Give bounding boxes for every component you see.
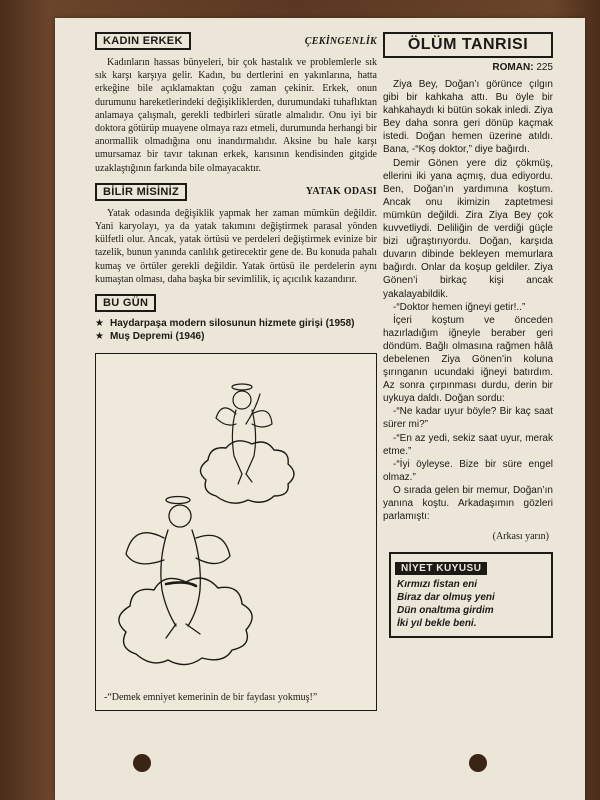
story-paragraph: -“İyi öyleyse. Bize bir süre engel olmaz.” bbox=[383, 458, 553, 483]
right-column bbox=[383, 32, 553, 638]
upper-angel bbox=[216, 384, 272, 484]
continued-note: (Arkası yarın) bbox=[492, 531, 549, 543]
story-title: ÖLÜM TANRISI bbox=[383, 32, 553, 58]
niyet-kuyusu-box bbox=[389, 552, 553, 638]
story-paragraph: Demir Gönen yere diz çökmüş, ellerini iki yana açmış, dua ediyordu. Ben, Doğan’ın yardımına koştum. Ancak onu ikimizin zaptetmesi mümkün değildi. Zira Ziya Bey çok kuvvetliydi. Deliliğin de verdiği güçle bizi uğraştırıyordu. Doğan, karşıda duvarın dibinde bekleyen memurlara bağırdı. Onlar da koşup geldiler. Ziya Gönen’i birkaç kişi ancak yakalayabildik. bbox=[383, 157, 553, 300]
cartoon-panel bbox=[95, 353, 377, 711]
kadin-erkek-section bbox=[95, 32, 377, 175]
bu-gun-list bbox=[95, 317, 377, 343]
niyet-kuyusu-label: NİYET KUYUSU bbox=[395, 562, 487, 575]
roman-number: 225 bbox=[536, 62, 553, 73]
bu-gun-section bbox=[95, 294, 377, 343]
punch-hole-left bbox=[133, 754, 151, 772]
roman-number-line bbox=[383, 62, 553, 73]
cartoon-caption: -“Demek emniyet kemerinin de bir faydası yokmuş!” bbox=[104, 691, 318, 703]
bilir-misiniz-title: YATAK ODASI bbox=[305, 186, 377, 198]
list-item: ★ Haydarpaşa modern silosunun hizmete girişi (1958) bbox=[95, 318, 355, 330]
niyet-line: Dün onaltıma girdim bbox=[397, 605, 494, 617]
story-paragraph: -“Ne kadar uyur böyle? Bir kaç saat sürer mi?” bbox=[383, 406, 553, 431]
star-icon: ★ bbox=[95, 318, 104, 330]
roman-label: ROMAN: bbox=[492, 62, 534, 73]
lower-cloud bbox=[119, 578, 252, 664]
story-paragraph: -“Doktor hemen iğneyi getir!..” bbox=[393, 301, 526, 313]
list-item: ★ Muş Depremi (1946) bbox=[95, 331, 205, 343]
lower-angel bbox=[126, 497, 230, 639]
kadin-erkek-title: ÇEKİNGENLİK bbox=[304, 35, 377, 47]
newspaper-page bbox=[55, 18, 585, 800]
story-paragraph: İçeri koştum ve önceden hazırladığım iğneyle beraber geri döndüm. Bağlı olmasına rağmen hâlâ debelenen Ziya Gönen’in koluna şırınganın ucundaki iğneyi batırdım. Az sonra çırpınması durdu, derin bir uykuya daldı. Doğan sordu: bbox=[383, 314, 553, 405]
bu-gun-label: BU GÜN bbox=[95, 294, 156, 312]
story-paragraph: -“En az yedi, sekiz saat uyur, merak etme.” bbox=[383, 432, 553, 457]
cartoon-angels-illustration bbox=[96, 354, 378, 710]
bilir-misiniz-text: Yatak odasında değişiklik yapmak her zaman mümkün değildir. Yani karyolayı, ya da yatak takımını değiştirmek parasal yönden külfetli olur. Ancak, yatak örtüsü ve perdeleri değiştirmek evinize bir tazelik, bunun yanında canlılık getirecektir gene de. Bu konuda pahalı kumaş ve örtüler gerekli değildir. Yatak örtüsü ile perdelerin aynı kumaştan olması, daha başka bir sevimlilik, iç açıcılık kazandırır. bbox=[95, 207, 377, 285]
niyet-line: Kırmızı fistan eni bbox=[397, 579, 478, 591]
niyet-line: Biraz dar olmuş yeni bbox=[397, 592, 495, 604]
niyet-line: İki yıl bekle beni. bbox=[397, 618, 477, 630]
punch-hole-right bbox=[469, 754, 487, 772]
story-paragraph: O sırada gelen bir memur, Doğan’ın yanına koştu. Arkadaşımın gözleri parlamıştı: bbox=[383, 484, 553, 523]
kadin-erkek-text: Kadınların hassas bünyeleri, bir çok hastalık ve problemlerle sık sık karşı karşıya gelir. Kadın, bu dertlerini en yakınlarına, hatta erkeğine bile açıklamaktan çoğu zaman çekinir. Erkek, onun durumunu hareketlerindeki değişikliklerden, durumundaki tuhaflıktan anlamaya çalışmalı, gerekli tedbirleri süratle almalıdır. Onu iyi bir doktora götürüp muayene olmaya razı etmeli, durumunda herhangi bir anormallik olmadığına onu inandırmalıdır. Aksine bu hale karşı umursamaz bir tavır takınan erkek, karısının kendisinden gitgide uzaklaştığının farkında bile olmayacaktır. bbox=[95, 57, 377, 174]
kadin-erkek-label: KADIN ERKEK bbox=[95, 32, 191, 50]
bilir-misiniz-section bbox=[95, 183, 377, 286]
left-column bbox=[95, 32, 377, 711]
story-paragraph: Ziya Bey, Doğan’ı görünce çılgın gibi bir kahkaha attı. Bu öyle bir kahkahaydı ki bütün sokak inledi. Ziya Bey daha sonra geri dönüp kaçmak istedi. Doğan hemen üzerine atıldı. Bana, -“Koş doktor,” diye bağırdı. bbox=[383, 79, 553, 156]
bilir-misiniz-label: BİLİR MİSİNİZ bbox=[95, 183, 187, 201]
star-icon: ★ bbox=[95, 331, 104, 343]
story-body bbox=[383, 78, 553, 523]
